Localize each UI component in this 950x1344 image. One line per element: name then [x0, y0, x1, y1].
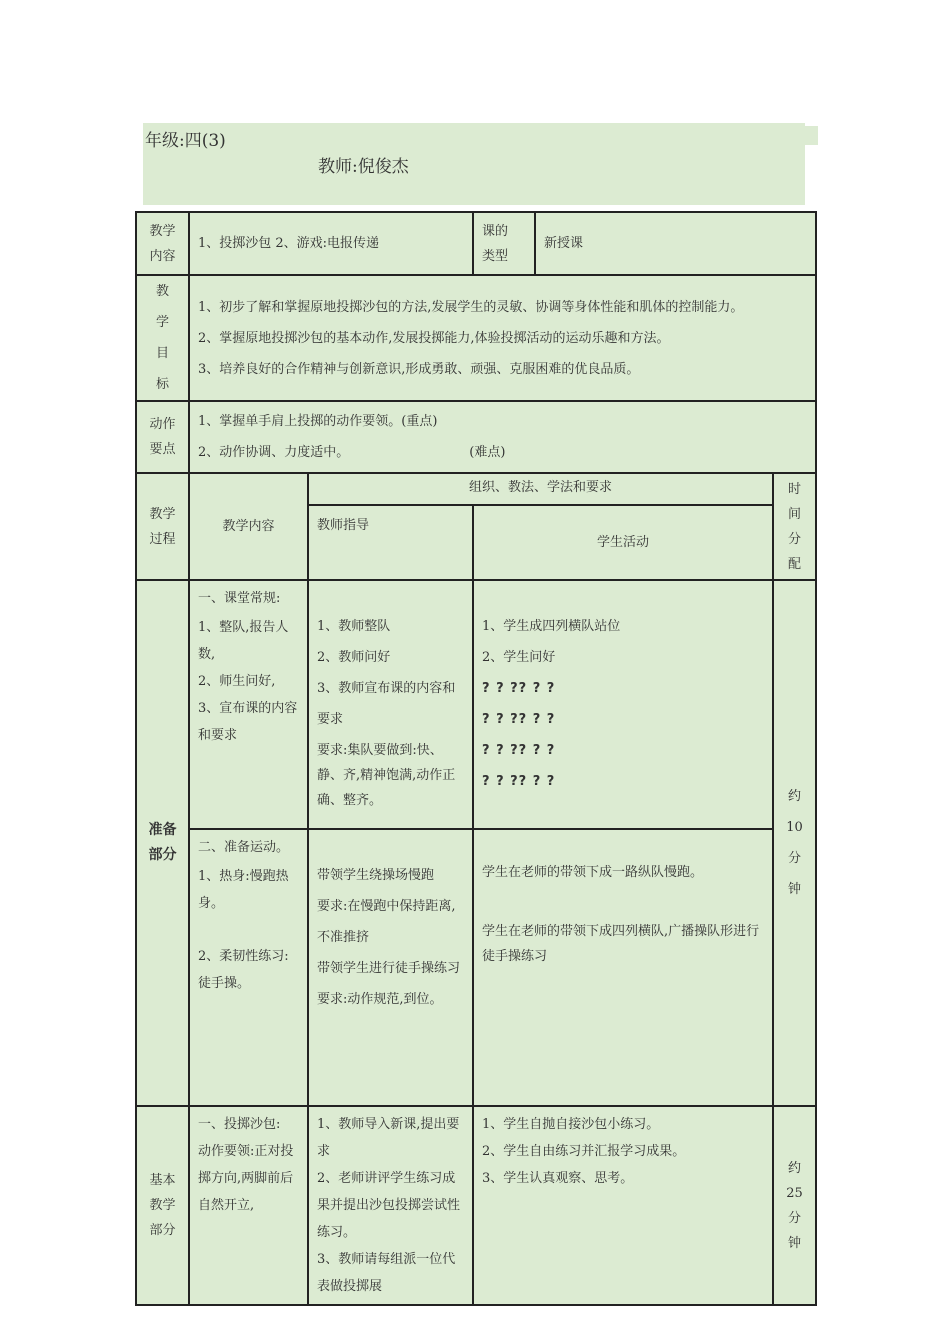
time-char: 约: [788, 789, 802, 804]
time-char: 钟: [788, 882, 802, 897]
student-line: 学生在老师的带领下成一路纵队慢跑。: [482, 865, 704, 880]
row-process-header-top: [136, 473, 816, 505]
content-line: 2、师生问好,: [198, 674, 276, 689]
difficulty-tag: (难点): [469, 445, 506, 460]
row-basic-part: [136, 1106, 816, 1305]
content-line: 一、课堂常规:: [198, 591, 281, 606]
header-organization: 组织、教法、学法和要求: [308, 473, 773, 505]
row-prep-warmup: [136, 829, 816, 1106]
grade-label: 年级:四(3): [145, 131, 226, 151]
time-char: 约: [788, 1160, 802, 1176]
goal-item: 2、掌握原地投掷沙包的基本动作,发展投掷能力,体验投掷活动的运动乐趣和方法。: [198, 330, 670, 346]
formation-row: ? ? ?? ? ?: [482, 774, 556, 789]
content-line: 一、投掷沙包:: [198, 1117, 281, 1132]
basic-student: [473, 1106, 773, 1305]
content-line: 1、热身:慢跑热身。: [198, 869, 289, 911]
prep-warmup-student: [473, 829, 773, 1106]
label-line: 部分: [149, 1223, 176, 1238]
header-student-activity: 学生活动: [473, 505, 773, 580]
formation-row: ? ? ?? ? ?: [482, 712, 556, 727]
label-char: 目: [155, 346, 169, 361]
label-line: 课的: [482, 223, 509, 239]
formation-row: ? ? ?? ? ?: [482, 743, 556, 758]
label-line: 教学: [149, 1198, 176, 1213]
row-teaching-goals: [136, 275, 816, 401]
label-prep-part: [136, 580, 189, 1106]
label-line: 部分: [148, 847, 177, 863]
content-line: 二、准备运动。: [198, 840, 290, 855]
time-char: 分: [788, 1210, 802, 1226]
label-char: 分: [788, 531, 802, 547]
label-char: 间: [788, 506, 802, 522]
lesson-type-value: 新授课: [535, 212, 816, 275]
label-char: 配: [788, 556, 802, 572]
label-line: 动作: [149, 417, 176, 432]
label-key-points: [136, 401, 189, 473]
teacher-line: 带领学生进行徒手操练习: [317, 961, 461, 976]
prep-warmup-teacher: [308, 829, 473, 1106]
label-line: 基本: [149, 1173, 176, 1188]
header-teacher-guidance: 教师指导: [308, 505, 473, 580]
teacher-line: 要求:动作规范,到位。: [317, 992, 443, 1007]
student-line: 2、学生问好: [482, 650, 556, 665]
goal-item: 3、培养良好的合作精神与创新意识,形成勇敢、顽强、克服困难的优良品质。: [198, 361, 640, 377]
teacher-line: 3、教师宣布课的内容和要求: [317, 681, 456, 727]
label-char: 标: [155, 377, 169, 392]
label-teaching-content: [136, 212, 189, 275]
row-teaching-content: [136, 212, 816, 275]
label-teaching-goals: [136, 275, 189, 401]
row-key-points: [136, 401, 816, 473]
teaching-goals-list: [189, 275, 816, 401]
time-char: 25: [786, 1185, 803, 1201]
teacher-line: 要求:集队要做到:快、静、齐,精神饱满,动作正确、整齐。: [317, 743, 456, 808]
student-line: 1、学生成四列横队站位: [482, 619, 621, 634]
prep-time: [773, 580, 816, 1106]
teacher-line: 1、教师导入新课,提出要求: [317, 1117, 460, 1159]
content-line: 2、柔韧性练习:徒手操。: [198, 949, 289, 991]
label-line: 要点: [149, 442, 176, 457]
teacher-line: 2、教师问好: [317, 650, 391, 665]
time-char: 分: [788, 851, 802, 866]
header-time-allocation: [773, 473, 816, 580]
basic-content: [189, 1106, 308, 1305]
teaching-content-value: 1、投掷沙包 2、游戏:电报传递: [189, 212, 473, 275]
teacher-line: 要求:在慢跑中保持距离,不准推挤: [317, 899, 456, 945]
label-line: 过程: [149, 531, 176, 547]
content-line: 1、整队,报告人数,: [198, 620, 289, 662]
header-band: [143, 123, 805, 205]
content-line: 动作要领:正对投掷方向,两脚前后自然开立,: [198, 1144, 294, 1213]
goal-item: 1、初步了解和掌握原地投掷沙包的方法,发展学生的灵敏、协调等身体性能和肌体的控制能力。: [198, 299, 744, 315]
header-band-tab: [805, 126, 818, 145]
label-line: 类型: [482, 248, 509, 264]
student-line: 3、学生认真观察、思考。: [482, 1171, 634, 1186]
prep-routine-teacher: [308, 580, 473, 829]
label-char: 学: [155, 315, 169, 330]
prep-routine-student: [473, 580, 773, 829]
time-char: 钟: [788, 1235, 802, 1251]
formation-row: ? ? ?? ? ?: [482, 681, 556, 696]
teacher-line: 3、教师请每组派一位代表做投掷展: [317, 1252, 456, 1294]
teacher-line: 带领学生绕操场慢跑: [317, 868, 435, 883]
label-line: 教学: [149, 223, 176, 239]
prep-warmup-content: [189, 829, 308, 1106]
basic-time: [773, 1106, 816, 1305]
key-point-item: [198, 437, 807, 468]
key-point-text: 2、动作协调、力度适中。: [198, 445, 350, 460]
label-teaching-process: [136, 473, 189, 580]
label-basic-part: [136, 1106, 189, 1305]
teacher-line: 2、老师讲评学生练习成果并提出沙包投掷尝试性练习。: [317, 1171, 461, 1240]
teacher-line: 1、教师整队: [317, 619, 391, 634]
student-line: 1、学生自抛自接沙包小练习。: [482, 1117, 660, 1132]
prep-routine-content: [189, 580, 308, 829]
content-line: 3、宣布课的内容和要求: [198, 701, 298, 743]
label-char: 时: [788, 481, 802, 497]
header-teaching-content: 教学内容: [189, 473, 308, 580]
label-line: 准备: [148, 822, 177, 838]
label-char: 教: [155, 284, 169, 299]
teacher-label: 教师:倪俊杰: [318, 157, 409, 177]
basic-teacher: [308, 1106, 473, 1305]
time-char: 10: [786, 820, 803, 835]
lesson-plan-table: [135, 211, 817, 1306]
label-line: 教学: [149, 506, 176, 522]
row-prep-routine: [136, 580, 816, 829]
label-line: 内容: [149, 248, 176, 264]
key-points-list: [189, 401, 816, 473]
student-line: 学生在老师的带领下成四列横队,广播操队形进行徒手操练习: [482, 924, 760, 964]
key-point-item: 1、掌握单手肩上投掷的动作要领。(重点): [198, 414, 438, 429]
label-lesson-type: [473, 212, 535, 275]
student-line: 2、学生自由练习并汇报学习成果。: [482, 1144, 686, 1159]
